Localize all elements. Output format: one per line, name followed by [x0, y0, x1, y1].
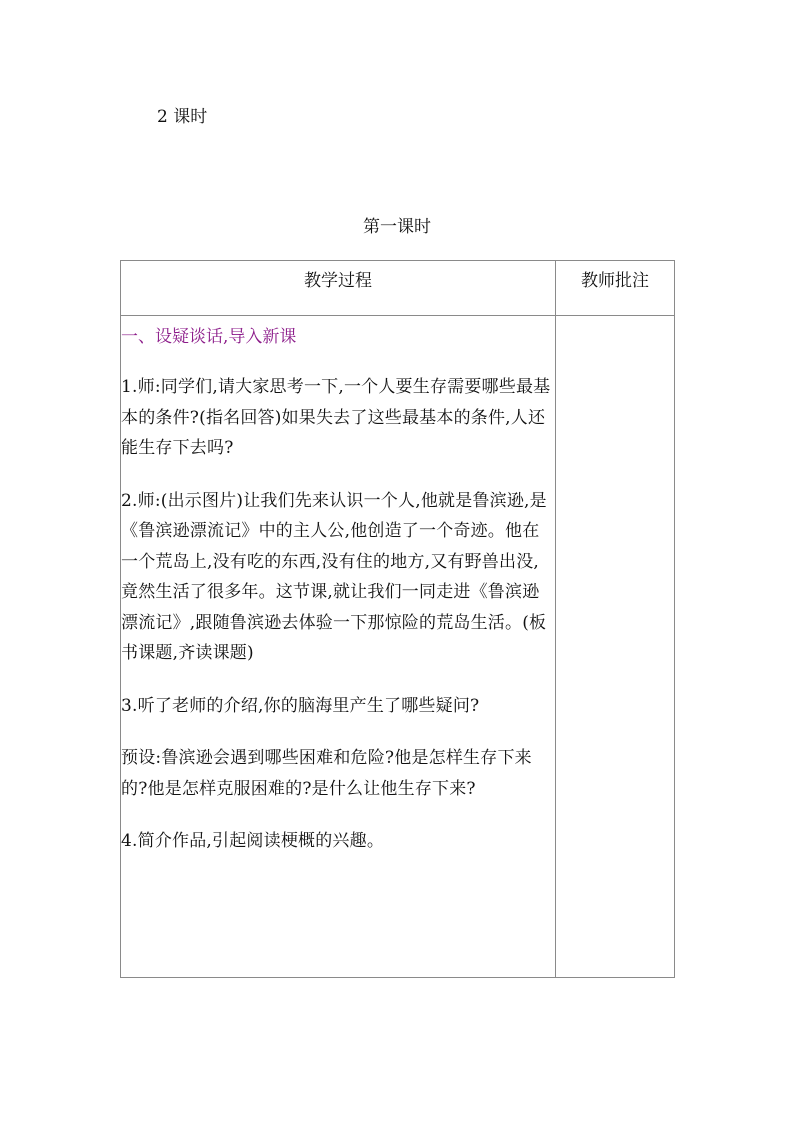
- table-header-row: [121, 261, 675, 316]
- lesson-title: 第一课时: [363, 217, 431, 237]
- teacher-notes-cell: [556, 316, 675, 978]
- paragraph-preset: 预设:鲁滨逊会遇到哪些困难和危险?他是怎样生存下来的?他是怎样克服困难的?是什么让他生存下来?: [121, 748, 532, 799]
- paragraph-3: 3.听了老师的介绍,你的脑海里产生了哪些疑问?: [121, 695, 480, 716]
- teaching-process-cell: [121, 316, 556, 978]
- header-teaching-process: 教学过程: [121, 261, 556, 316]
- paragraph-2: 2.师:(出示图片)让我们先来认识一个人,他就是鲁滨逊,是《鲁滨逊漂流记》中的主人公,他创造了一个奇迹。他在一个荒岛上,没有吃的东西,没有住的地方,又有野兽出没,竟然生活了很多年。这节课,就让我们一同走进《鲁滨逊漂流记》,跟随鲁滨逊去体验一下那惊险的荒岛生活。(板书课题,齐读课题): [121, 490, 547, 663]
- lesson-plan-table: [120, 260, 675, 978]
- section-heading: 一、设疑谈话,导入新课: [121, 327, 297, 347]
- paragraph-4: 4.简介作品,引起阅读梗概的兴趣。: [121, 831, 385, 851]
- header-teacher-notes: 教师批注: [556, 261, 675, 316]
- table-body-row: [121, 316, 675, 978]
- lesson-duration: 2 课时: [157, 107, 208, 127]
- paragraph-1: 1.师:同学们,请大家思考一下,一个人要生存需要哪些最基本的条件?(指名回答)如果失去了这些最基本的条件,人还能生存下去吗?: [121, 377, 551, 458]
